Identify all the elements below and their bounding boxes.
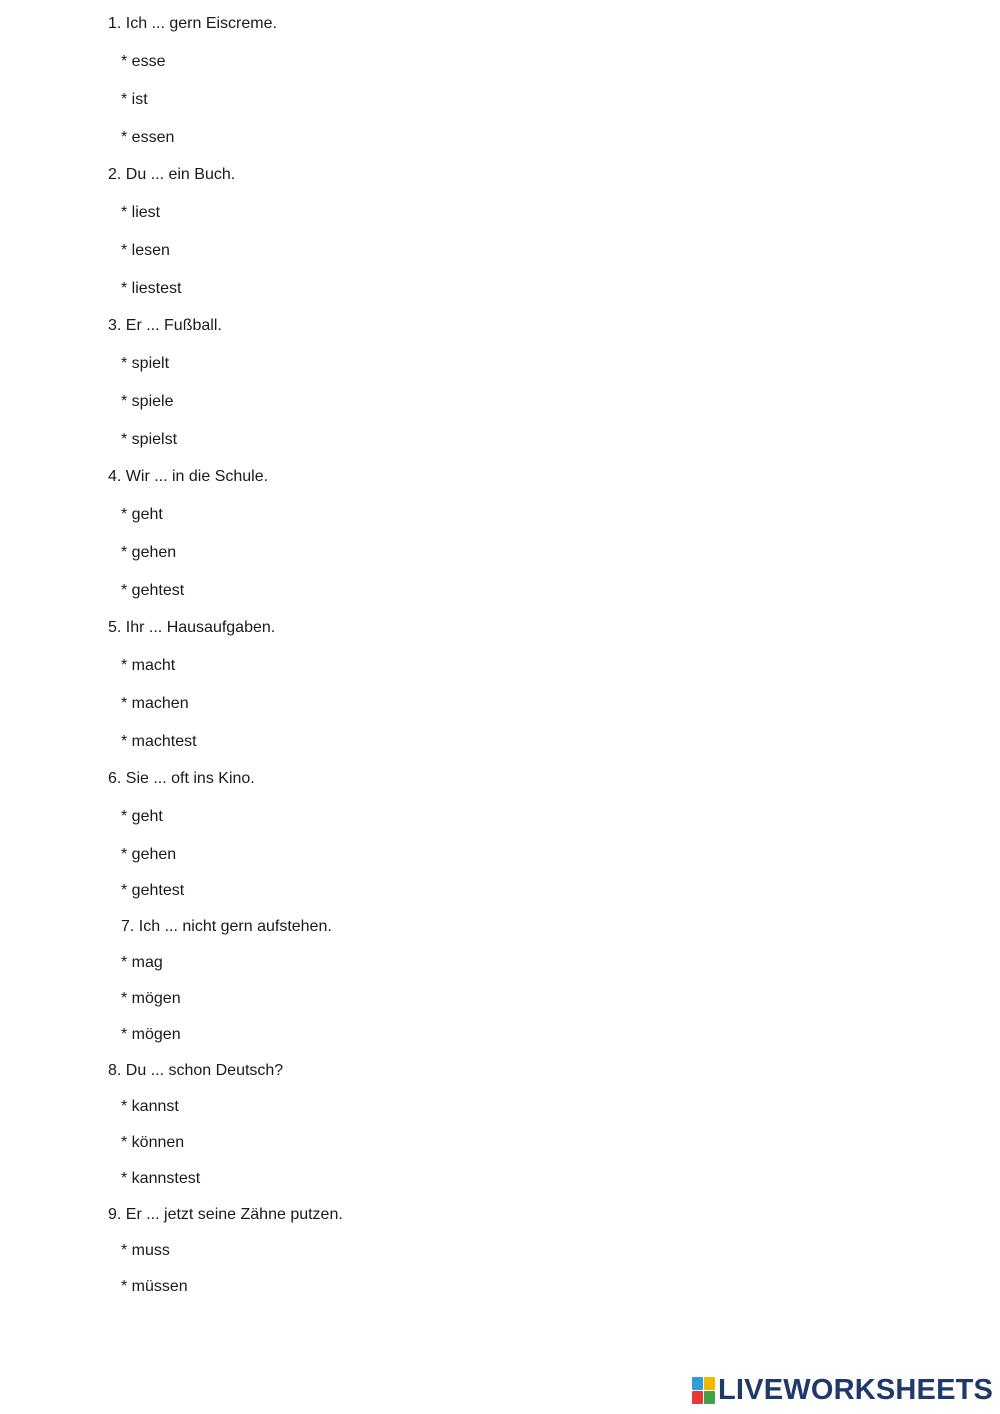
question-2-option-1: * liest [121,204,161,221]
question-8-option-3: * kannstest [121,1170,201,1187]
question-8-option-1: * kannst [121,1098,179,1115]
question-4-text: 4. Wir ... in die Schule. [108,468,269,485]
question-5-option-1: * macht [121,657,176,674]
question-7-option-3: * mögen [121,1026,181,1043]
logo-square-yellow [704,1377,715,1390]
question-3-text: 3. Er ... Fußball. [108,317,222,334]
question-4-option-2: * gehen [121,544,177,561]
question-8-text: 8. Du ... schon Deutsch? [108,1062,284,1079]
logo-square-green [704,1391,715,1404]
question-7-option-1: * mag [121,954,163,971]
liveworksheets-logo-text: LIVEWORKSHEETS [718,1374,994,1406]
logo-square-blue [692,1377,703,1390]
question-3-option-3: * spielst [121,431,178,448]
question-9-text: 9. Er ... jetzt seine Zähne putzen. [108,1206,343,1223]
question-4-option-3: * gehtest [121,582,185,599]
question-2-option-2: * lesen [121,242,170,259]
question-7-text: 7. Ich ... nicht gern aufstehen. [121,918,332,935]
question-7-option-2: * mögen [121,990,181,1007]
question-1-text: 1. Ich ... gern Eiscreme. [108,15,277,32]
question-5-text: 5. Ihr ... Hausaufgaben. [108,619,276,636]
question-3-option-1: * spielt [121,355,170,372]
question-1-option-2: * ist [121,91,148,108]
question-9-option-2: * müssen [121,1278,188,1295]
question-6-option-1: * geht [121,808,163,825]
question-6-option-3: * gehtest [121,882,185,899]
question-6-text: 6. Sie ... oft ins Kino. [108,770,255,787]
question-5-option-3: * machtest [121,733,197,750]
question-1-option-3: * essen [121,129,175,146]
question-5-option-2: * machen [121,695,189,712]
question-3-option-2: * spiele [121,393,174,410]
question-8-option-2: * können [121,1134,185,1151]
logo-square-red [692,1391,703,1404]
question-4-option-1: * geht [121,506,163,523]
question-2-option-3: * liestest [121,280,182,297]
question-6-option-2: * gehen [121,846,177,863]
liveworksheets-logo-icon [692,1377,714,1403]
question-9-option-1: * muss [121,1242,170,1259]
question-1-option-1: * esse [121,53,166,70]
liveworksheets-logo [692,1374,993,1406]
question-2-text: 2. Du ... ein Buch. [108,166,236,183]
